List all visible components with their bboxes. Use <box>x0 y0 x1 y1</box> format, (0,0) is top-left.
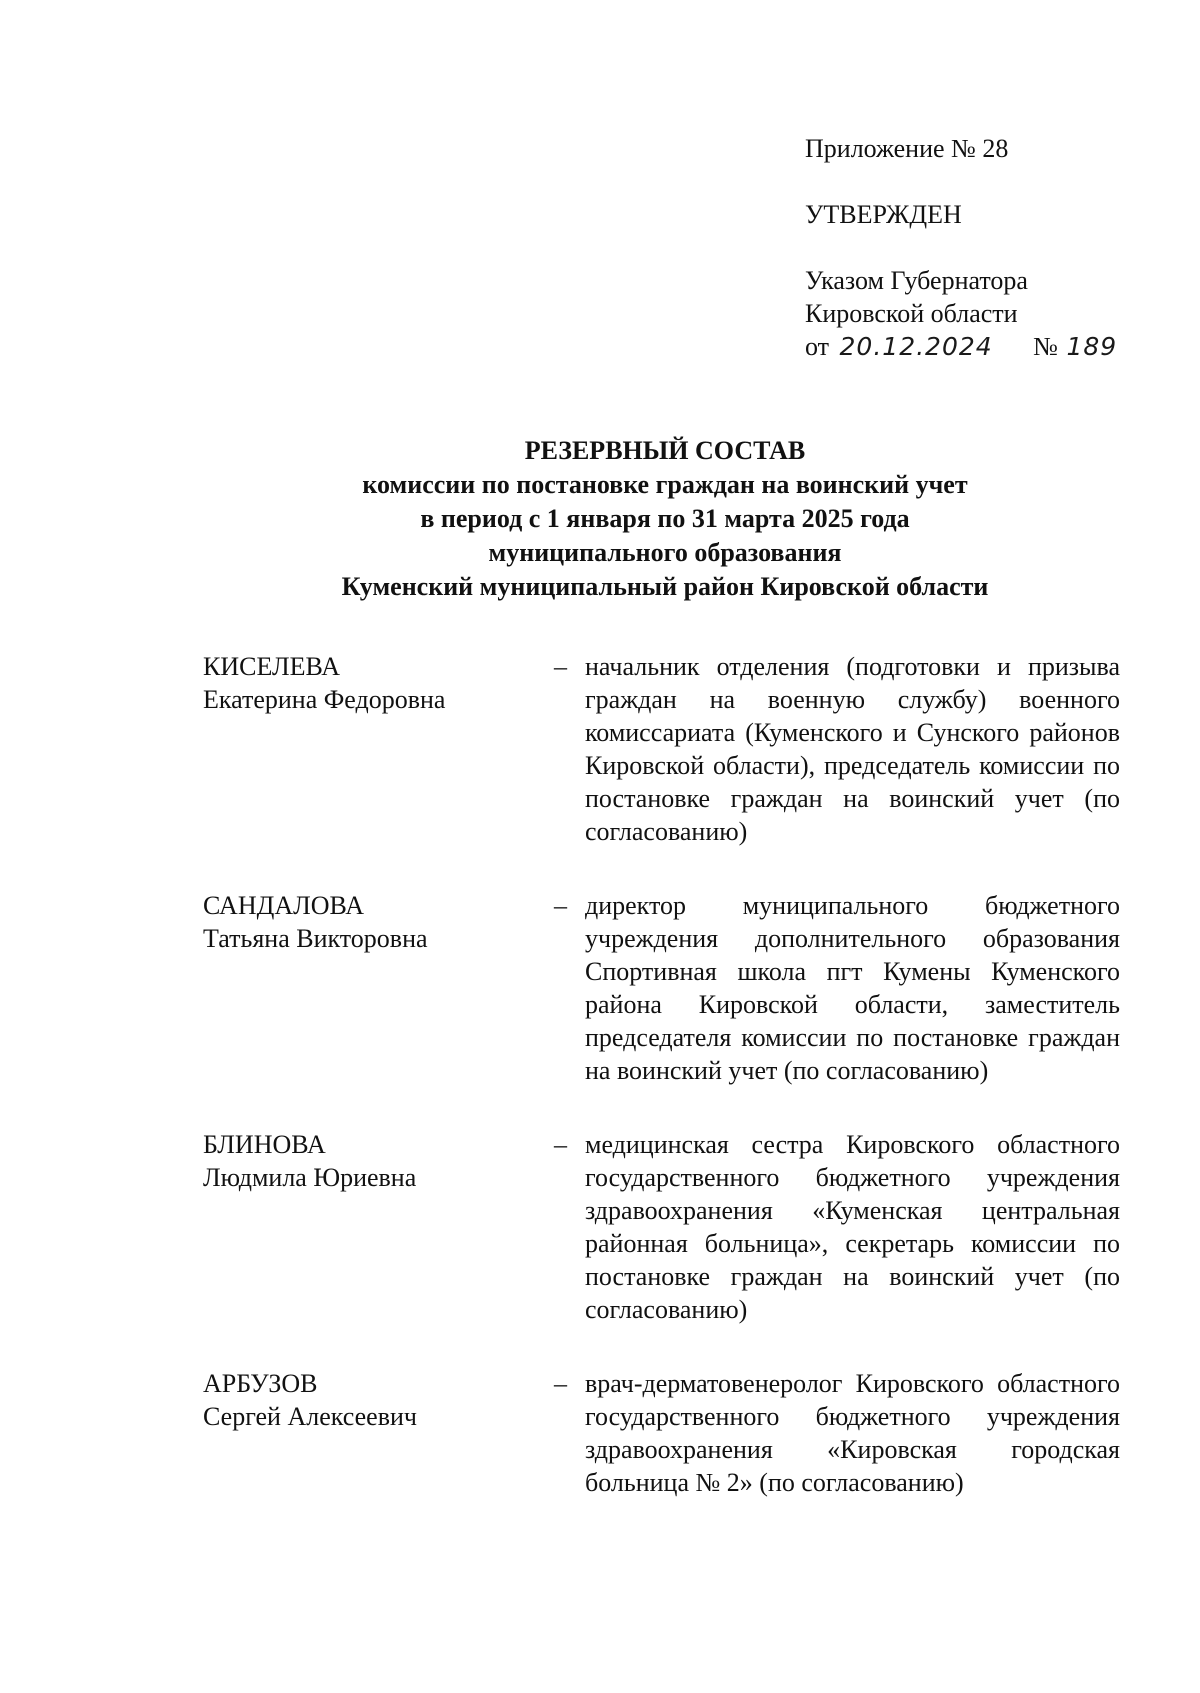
member-name <box>203 650 533 716</box>
title-line-3: в период с 1 января по 31 марта 2025 года <box>420 504 910 533</box>
member-dash: – <box>554 1369 567 1398</box>
member-given-name: Екатерина Федоровна <box>203 685 446 714</box>
member-entry <box>203 889 1120 1087</box>
member-role: врач-дерматовенеролог Кировского областного государственного бюджетного учреждения здравоохранения «Кировская городская больница № 2» (по согласованию) <box>585 1369 1120 1497</box>
number-label: № <box>1033 332 1058 361</box>
member-given-name: Сергей Алексеевич <box>203 1402 417 1431</box>
member-entry <box>203 1128 1120 1326</box>
member-name <box>203 1367 533 1433</box>
handwritten-date: 20.12.2024 <box>839 332 993 361</box>
member-surname: АРБУЗОВ <box>203 1369 318 1398</box>
title-line-1: РЕЗЕРВНЫЙ СОСТАВ <box>524 436 806 465</box>
member-role: начальник отделения (подготовки и призыва граждан на военную службу) военного комиссариата (Куменского и Сунского районов Кировской области), председатель комиссии по постановке граждан на воинский учет (по согласованию) <box>585 652 1120 846</box>
approval-block <box>805 132 1117 363</box>
member-name <box>203 1128 533 1194</box>
title-line-4: муниципального образования <box>488 538 842 567</box>
member-given-name: Татьяна Викторовна <box>203 924 428 953</box>
member-entry <box>203 1367 1120 1499</box>
member-dash: – <box>554 652 567 681</box>
member-name <box>203 889 533 955</box>
member-entry <box>203 650 1120 848</box>
title-line-5: Куменский муниципальный район Кировской области <box>341 572 989 601</box>
member-given-name: Людмила Юриевна <box>203 1163 417 1192</box>
decree-line-1: Указом Губернатора <box>805 266 1028 295</box>
decree-date-line <box>805 330 1117 363</box>
handwritten-number: 189 <box>1066 332 1118 361</box>
title-line-2: комиссии по постановке граждан на воинский учет <box>362 470 968 499</box>
approved-label: УТВЕРЖДЕН <box>805 200 962 229</box>
member-surname: САНДАЛОВА <box>203 891 365 920</box>
members-list <box>203 650 1120 1540</box>
from-label: от <box>805 332 830 361</box>
member-surname: БЛИНОВА <box>203 1130 326 1159</box>
member-dash: – <box>554 1130 567 1159</box>
decree-line-2: Кировской области <box>805 299 1018 328</box>
member-role: директор муниципального бюджетного учреждения дополнительного образования Спортивная школа пгт Кумены Куменского района Кировской области, заместитель председателя комиссии по постановке граждан на воинский учет (по согласованию) <box>585 891 1120 1085</box>
member-surname: КИСЕЛЕВА <box>203 652 340 681</box>
document-title <box>200 434 1130 604</box>
appendix-number: Приложение № 28 <box>805 134 1009 163</box>
member-role: медицинская сестра Кировского областного государственного бюджетного учреждения здравоохранения «Куменская центральная районная больница», секретарь комиссии по постановке граждан на воинский учет (по согласованию) <box>585 1130 1120 1324</box>
member-dash: – <box>554 891 567 920</box>
